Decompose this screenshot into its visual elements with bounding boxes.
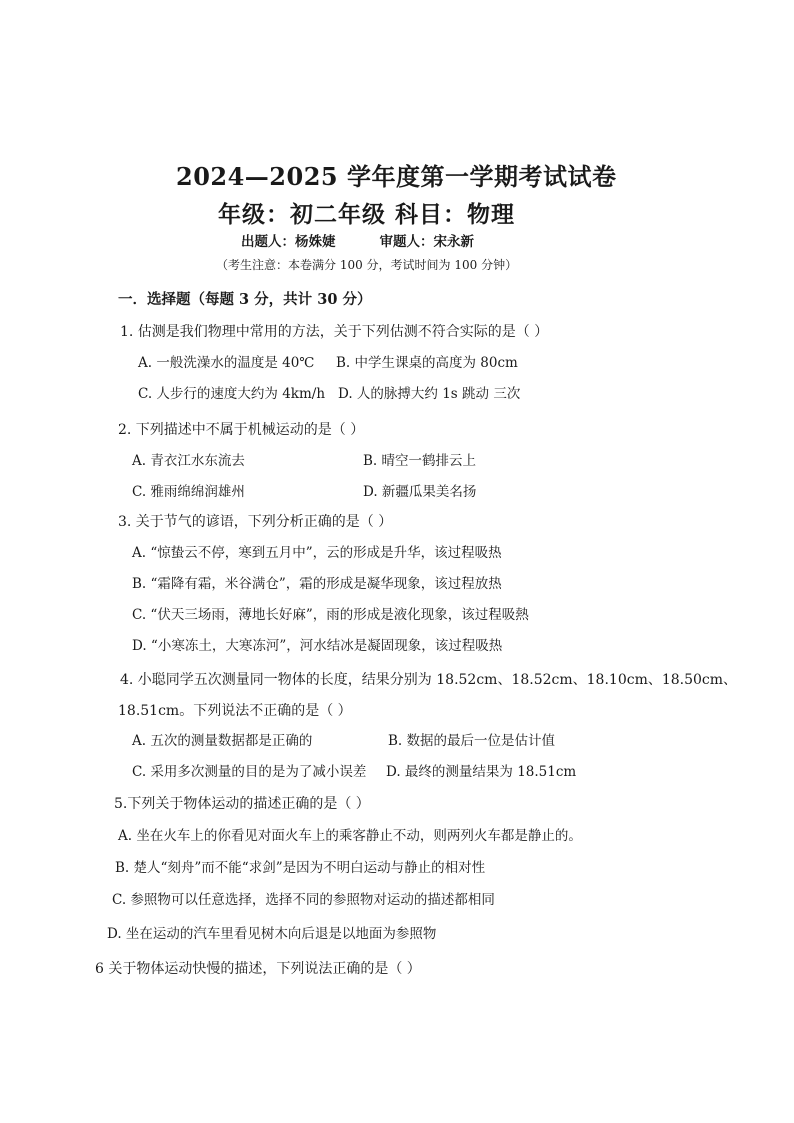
option-d: D. 坐在运动的汽车里看见树木向后退是以地面为参照物 bbox=[107, 926, 437, 942]
option-d: D. 人的脉搏大约 1s 跳动 三次 bbox=[338, 386, 521, 402]
option-c: C. 雅雨绵绵润雄州 bbox=[132, 484, 245, 500]
exam-subtitle: 年级：初二年级 科目：物理 bbox=[218, 201, 516, 228]
setter-label: 出题人：杨姝婕 bbox=[241, 234, 336, 250]
option-c: C. 参照物可以任意选择，选择不同的参照物对运动的描述都相同 bbox=[112, 892, 495, 908]
option-a: A. 坐在火车上的你看见对面火车上的乘客静止不动，则两列火车都是静止的。 bbox=[118, 828, 582, 844]
option-d: D. 新疆瓜果美名扬 bbox=[363, 484, 477, 500]
question-stem: 3. 关于节气的谚语，下列分析正确的是（ ） bbox=[118, 514, 393, 530]
option-b: B. “霜降有霜，米谷满仓”，霜的形成是凝华现象，该过程放热 bbox=[132, 576, 502, 592]
option-c: C. “伏天三场雨，薄地长好麻”，雨的形成是液化现象，该过程吸熱 bbox=[132, 607, 529, 623]
exam-notice: （考生注意：本卷满分 100 分，考试时间为 100 分钟） bbox=[216, 258, 518, 272]
exam-title: 2024—2025 学年度第一学期考试试卷 bbox=[176, 162, 617, 191]
option-d: D. “小寒冻土，大寒冻河”，河水结冰是凝固现象，该过程吸热 bbox=[132, 638, 503, 654]
question-stem: 1. 估测是我们物理中常用的方法，关于下列估测不符合实际的是（ ） bbox=[120, 324, 549, 340]
question-stem: 5.下列关于物体运动的描述正确的是（ ） bbox=[114, 796, 370, 812]
option-b: B. 中学生课桌的高度为 80cm bbox=[336, 355, 518, 371]
option-c: C. 采用多次测量的目的是为了减小误差 bbox=[132, 764, 367, 780]
option-a: A. “惊蛰云不停，寒到五月中”，云的形成是升华，该过程吸热 bbox=[132, 545, 502, 561]
option-b: B. 楚人“刻舟”而不能“求剑”是因为不明白运动与静止的相对性 bbox=[115, 860, 486, 876]
question-stem-line-1: 4. 小聪同学五次测量同一物体的长度，结果分别为 18.52cm、18.52cm、18.10cm、18.50cm、 bbox=[120, 672, 738, 688]
section-heading: 一．选择题（每题 3 分，共计 30 分） bbox=[118, 291, 372, 308]
exam-authors bbox=[241, 236, 474, 250]
option-a: A. 青衣江水东流去 bbox=[132, 453, 245, 469]
reviewer-label: 审题人：宋永新 bbox=[379, 234, 474, 250]
question-stem: 2. 下列描述中不属于机械运动的是（ ） bbox=[118, 422, 365, 438]
question-stem-line-2: 18.51cm。下列说法不正确的是（ ） bbox=[118, 703, 352, 719]
option-a: A. 五次的测量数据都是正确的 bbox=[132, 733, 313, 749]
option-a: A. 一般洗澡水的温度是 40℃ bbox=[138, 355, 315, 371]
option-c: C. 人步行的速度大约为 4km/h bbox=[138, 386, 326, 402]
option-b: B. 晴空一鹤排云上 bbox=[363, 453, 477, 469]
question-stem: 6 关于物体运动快慢的描述，下列说法正确的是（ ） bbox=[95, 961, 421, 977]
option-d: D. 最终的测量结果为 18.51cm bbox=[386, 764, 577, 780]
option-b: B. 数据的最后一位是估计值 bbox=[388, 733, 556, 749]
